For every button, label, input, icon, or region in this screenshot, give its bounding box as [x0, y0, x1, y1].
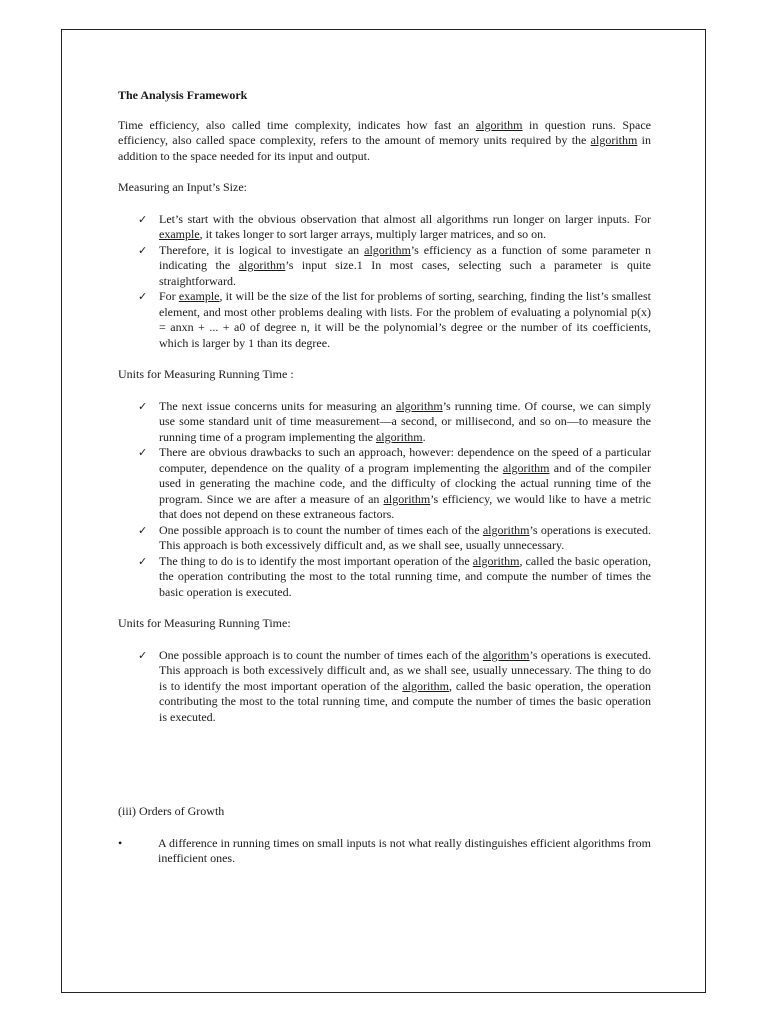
document-content — [118, 88, 651, 867]
text-run: ’s operations is executed. This approach is both excessively difficult and, as we shall see, usually unnecessary. — [159, 522, 651, 552]
text-run: and of the compiler used in generating the machine code, and the difficulty of clocking the actual running time of the program. Since we are after a measure of an — [159, 460, 652, 506]
list-item — [118, 289, 651, 351]
text-run: Therefore, it is logical to investigate an — [159, 242, 365, 257]
underlined-term: example — [178, 289, 220, 303]
document-title: The Analysis Framework — [118, 88, 248, 102]
text-run: . — [422, 429, 426, 444]
checkmark-icon: ✓ — [138, 399, 148, 413]
underlined-term: algorithm — [475, 117, 523, 132]
text-run: Let’s start with the obvious observation that almost all algorithms run longer on larger inputs. For — [159, 211, 651, 226]
checkmark-icon: ✓ — [138, 243, 148, 257]
underlined-term: algorithm — [502, 460, 550, 475]
underlined-term: algorithm — [402, 678, 450, 693]
orders-of-growth-text: A difference in running times on small inputs is not what really distinguishes efficient algorithms from inefficient ones. — [158, 835, 651, 865]
underlined-term: algorithm — [396, 398, 443, 413]
underlined-term: algorithm — [375, 429, 423, 444]
checkmark-icon: ✓ — [138, 212, 148, 226]
underlined-term: example — [159, 227, 200, 241]
underlined-term: algorithm — [472, 553, 520, 568]
checkmark-icon: ✓ — [138, 290, 148, 303]
text-run: in addition to the space needed for its input and output. — [118, 133, 651, 163]
text-run: ’s efficiency as a function of some parameter n indicating the — [159, 242, 651, 272]
list-item — [118, 445, 651, 523]
underlined-term: algorithm — [482, 647, 530, 662]
text-run: There are obvious drawbacks to such an approach, however: dependence on the speed of a particular computer, dependence on the quality of a program implementing the — [159, 445, 651, 475]
text-run: One possible approach is to count the number of times each of the — [159, 522, 483, 537]
text-run: ’s operations is executed. This approach is both excessively difficult and, as we shall see, usually unnecessary. The thing to do is to identify the most important operation of the — [159, 647, 651, 693]
list-item — [118, 523, 651, 554]
checkmark-icon: ✓ — [138, 648, 148, 662]
underlined-term: algorithm — [383, 491, 431, 506]
text-run: The next issue concerns units for measuring an — [159, 398, 397, 413]
text-run: Time efficiency, also called time complexity, indicates how fast an — [118, 117, 476, 132]
document-page — [61, 29, 706, 993]
running-time-list — [118, 399, 651, 601]
running-time-list-2 — [118, 648, 651, 726]
intro-paragraph — [118, 118, 651, 165]
text-run: ’s running time. Of course, we can simply use some standard unit of time measurement—a second, or millisecond, and so on—to measure the running time of a program implementing the — [159, 398, 651, 444]
text-run: , it takes longer to sort larger arrays, multiply larger matrices, and so on. — [199, 227, 547, 241]
list-item — [118, 243, 651, 290]
underlined-term: algorithm — [364, 242, 411, 257]
list-item — [118, 554, 651, 601]
underlined-term: algorithm — [590, 133, 638, 147]
underlined-term: algorithm — [238, 258, 286, 272]
section-heading-input-size: Measuring an Input’s Size: — [118, 180, 247, 194]
section-heading-running-time-2: Units for Measuring Running Time: — [118, 616, 291, 630]
text-run: , called the basic operation, the operation contributing the most to the total running time, and compute the number of times the basic operation is executed. — [159, 678, 651, 724]
input-size-list — [118, 212, 651, 352]
bullet-icon: • — [118, 835, 123, 850]
checkmark-icon: ✓ — [138, 523, 148, 537]
text-run: For — [159, 289, 179, 303]
text-run: , it will be the size of the list for problems of sorting, searching, finding the list’s smallest element, and most other problems dealing with lists. For the problem of evaluating a polynomial p(x) = anxn + ... + a0 of degree n, it will be the polynomial’s degree or the number of its coefficients, which is larger by 1 than its degree. — [159, 289, 651, 350]
list-item — [118, 399, 651, 446]
section-heading-running-time: Units for Measuring Running Time : — [118, 367, 294, 381]
section-heading-orders-of-growth: (iii) Orders of Growth — [118, 804, 225, 818]
text-run: One possible approach is to count the number of times each of the — [159, 647, 483, 662]
list-item — [118, 212, 651, 243]
list-item — [118, 648, 651, 726]
text-run: ’s input size.1 In most cases, selecting such a parameter is quite straightforward. — [159, 258, 651, 288]
text-run: , called the basic operation, the operation contributing the most to the total running time, and compute the number of times the basic operation is executed. — [159, 553, 652, 599]
text-run: ’s efficiency, we would like to have a metric that does not depend on these extraneous factors. — [159, 491, 652, 521]
text-run: The thing to do is to identify the most important operation of the — [159, 553, 473, 568]
checkmark-icon: ✓ — [138, 554, 148, 568]
text-run: in question runs. Space efficiency, also called space complexity, refers to the amount of memory units required by the — [118, 117, 651, 147]
checkmark-icon: ✓ — [138, 446, 148, 459]
underlined-term: algorithm — [482, 522, 530, 537]
orders-of-growth-item — [118, 836, 651, 867]
